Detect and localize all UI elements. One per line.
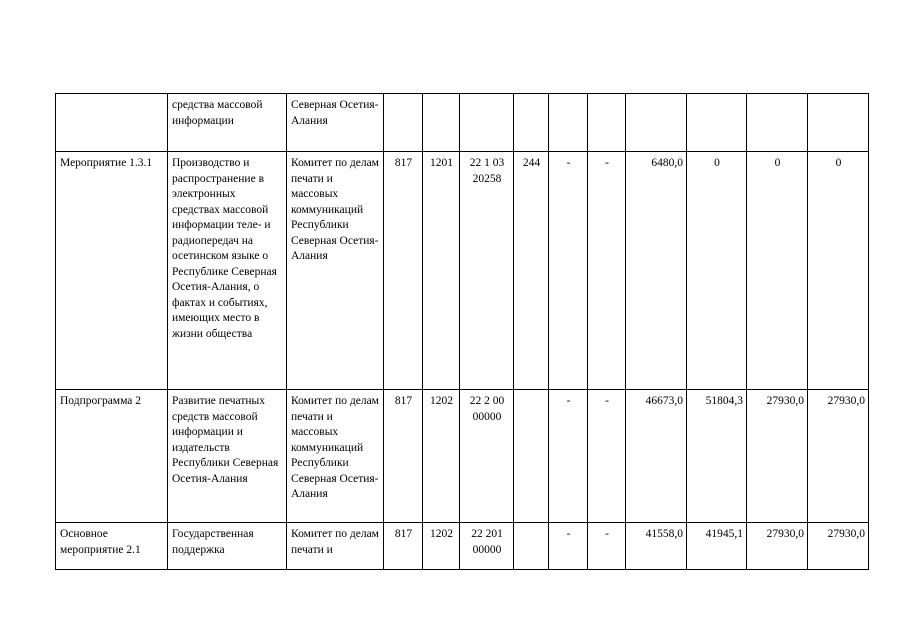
year5-cell: 27930,0 bbox=[747, 523, 808, 570]
rzpr-cell: 1202 bbox=[423, 390, 460, 523]
year4-cell bbox=[687, 94, 747, 152]
year5-cell: 0 bbox=[747, 152, 808, 390]
program-name-cell: Подпрограмма 2 bbox=[56, 390, 168, 523]
program-name-cell bbox=[56, 94, 168, 152]
table-row bbox=[56, 152, 869, 390]
year2-cell: - bbox=[588, 152, 626, 390]
executor-cell: Северная Осетия-Алания bbox=[287, 94, 384, 152]
grbs-cell bbox=[384, 94, 423, 152]
grbs-cell: 817 bbox=[384, 390, 423, 523]
rzpr-cell: 1201 bbox=[423, 152, 460, 390]
year4-cell: 0 bbox=[687, 152, 747, 390]
program-name-cell: Основное мероприятие 2.1 bbox=[56, 523, 168, 570]
year6-cell: 0 bbox=[808, 152, 869, 390]
program-description-cell: Государственная поддержка bbox=[168, 523, 287, 570]
year1-cell: - bbox=[549, 523, 588, 570]
vr-cell bbox=[514, 94, 549, 152]
year6-cell bbox=[808, 94, 869, 152]
table-row bbox=[56, 523, 869, 570]
year5-cell bbox=[747, 94, 808, 152]
program-description-cell: средства массовой информации bbox=[168, 94, 287, 152]
table-row bbox=[56, 390, 869, 523]
executor-cell: Комитет по делам печати и bbox=[287, 523, 384, 570]
year6-cell: 27930,0 bbox=[808, 390, 869, 523]
rzpr-cell: 1202 bbox=[423, 523, 460, 570]
year2-cell: - bbox=[588, 390, 626, 523]
year2-cell: - bbox=[588, 523, 626, 570]
executor-cell: Комитет по делам печати и массовых коммуникаций Республики Северная Осетия-Алания bbox=[287, 390, 384, 523]
year3-cell: 41558,0 bbox=[626, 523, 687, 570]
year5-cell: 27930,0 bbox=[747, 390, 808, 523]
vr-cell: 244 bbox=[514, 152, 549, 390]
budget-table bbox=[55, 93, 869, 570]
year4-cell: 41945,1 bbox=[687, 523, 747, 570]
executor-cell: Комитет по делам печати и массовых коммуникаций Республики Северная Осетия-Алания bbox=[287, 152, 384, 390]
year3-cell bbox=[626, 94, 687, 152]
year6-cell: 27930,0 bbox=[808, 523, 869, 570]
vr-cell bbox=[514, 390, 549, 523]
year4-cell: 51804,3 bbox=[687, 390, 747, 523]
csr-cell: 22 201 00000 bbox=[460, 523, 514, 570]
rzpr-cell bbox=[423, 94, 460, 152]
csr-cell: 22 1 03 20258 bbox=[460, 152, 514, 390]
grbs-cell: 817 bbox=[384, 152, 423, 390]
year1-cell: - bbox=[549, 152, 588, 390]
year3-cell: 46673,0 bbox=[626, 390, 687, 523]
program-name-cell: Мероприятие 1.3.1 bbox=[56, 152, 168, 390]
program-description-cell: Развитие печатных средств массовой информации и издательств Республики Северная Осетия-Алания bbox=[168, 390, 287, 523]
table-row bbox=[56, 94, 869, 152]
year3-cell: 6480,0 bbox=[626, 152, 687, 390]
program-description-cell: Производство и распространение в электронных средствах массовой информации теле- и радиопередач на осетинском языке о Республике Северная Осетия-Алания, о фактах и событиях, имеющих место в жизни общества bbox=[168, 152, 287, 390]
vr-cell bbox=[514, 523, 549, 570]
year1-cell bbox=[549, 94, 588, 152]
csr-cell: 22 2 00 00000 bbox=[460, 390, 514, 523]
year2-cell bbox=[588, 94, 626, 152]
year1-cell: - bbox=[549, 390, 588, 523]
grbs-cell: 817 bbox=[384, 523, 423, 570]
csr-cell bbox=[460, 94, 514, 152]
